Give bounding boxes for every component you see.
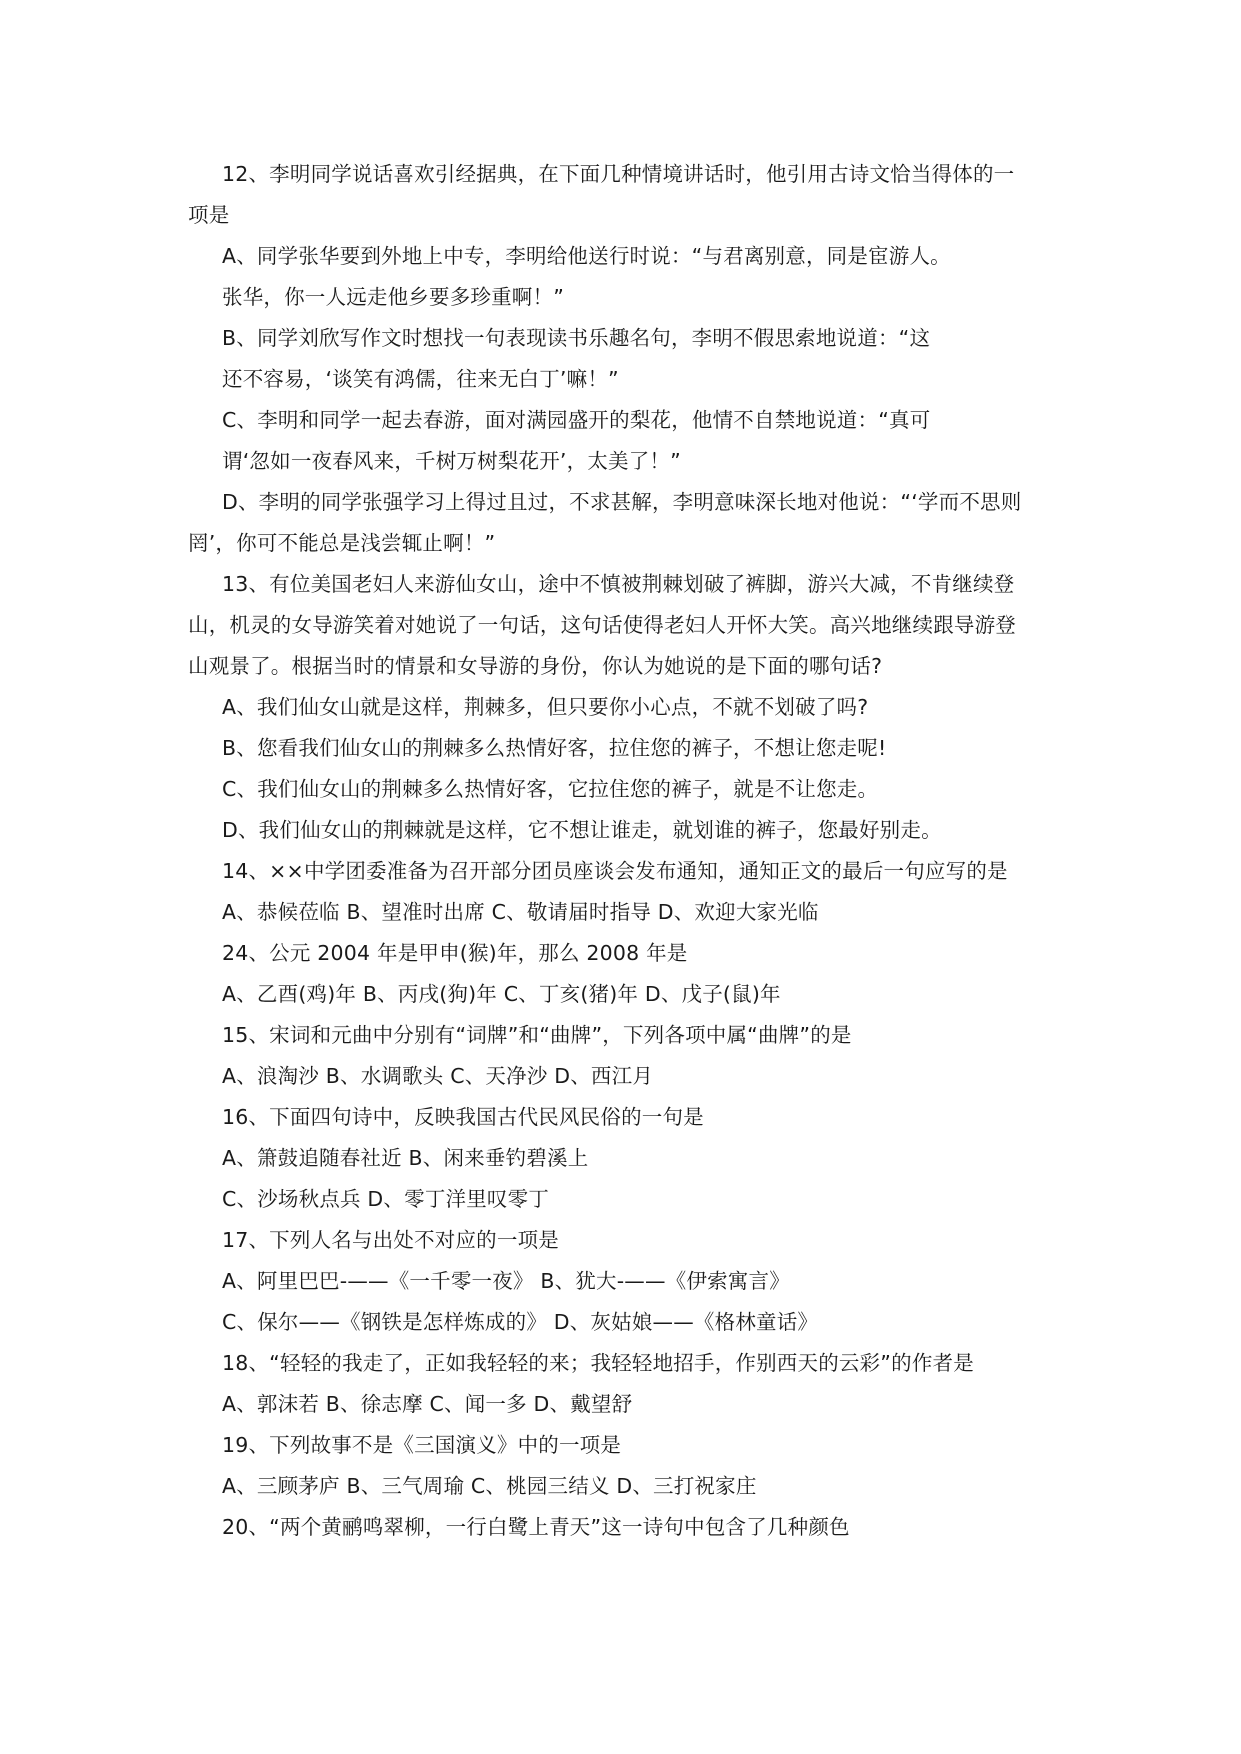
q12-stem-line-2: 项是 — [188, 203, 230, 227]
q12-option-d-line-1: D、李明的同学张强学习上得过且过，不求甚解，李明意味深长地对他说：“‘学而不思则 — [222, 490, 1022, 514]
q17-options-cd: C、保尔——《钢铁是怎样炼成的》 D、灰姑娘——《格林童话》 — [222, 1310, 819, 1334]
q24-options: A、乙酉(鸡)年 B、丙戌(狗)年 C、丁亥(猪)年 D、戊子(鼠)年 — [222, 982, 781, 1006]
q15-options: A、浪淘沙 B、水调歌头 C、天净沙 D、西江月 — [222, 1064, 654, 1088]
q20-stem: 20、“两个黄鹂鸣翠柳，一行白鹭上青天”这一诗句中包含了几种颜色 — [222, 1515, 850, 1539]
q15-stem: 15、宋词和元曲中分别有“词牌”和“曲牌”，下列各项中属“曲牌”的是 — [222, 1023, 852, 1047]
q19-stem: 19、下列故事不是《三国演义》中的一项是 — [222, 1433, 622, 1457]
q13-option-a: A、我们仙女山就是这样，荆棘多，但只要你小心点，不就不划破了吗? — [222, 695, 869, 719]
q16-options-ab: A、箫鼓追随春社近 B、闲来垂钓碧溪上 — [222, 1146, 589, 1170]
q14-options: A、恭候莅临 B、望准时出席 C、敬请届时指导 D、欢迎大家光临 — [222, 900, 819, 924]
q12-option-b-line-1: B、同学刘欣写作文时想找一句表现读书乐趣名句，李明不假思索地说道：“这 — [222, 326, 931, 350]
q14-stem: 14、××中学团委准备为召开部分团员座谈会发布通知，通知正文的最后一句应写的是 — [222, 859, 1008, 883]
q18-stem: 18、“轻轻的我走了，正如我轻轻的来；我轻轻地招手，作别西天的云彩”的作者是 — [222, 1351, 974, 1375]
q13-option-c: C、我们仙女山的荆棘多么热情好客，它拉住您的裤子，就是不让您走。 — [222, 777, 879, 801]
q12-option-a-line-1: A、同学张华要到外地上中专，李明给他送行时说：“与君离别意，同是宦游人。 — [222, 244, 951, 268]
q17-options-ab: A、阿里巴巴-——《一千零一夜》 B、犹大-——《伊索寓言》 — [222, 1269, 790, 1293]
q12-option-b-line-2: 还不容易，‘谈笑有鸿儒，往来无白丁’嘛！” — [222, 367, 619, 391]
q12-stem-line-1: 12、李明同学说话喜欢引经据典，在下面几种情境讲话时，他引用古诗文恰当得体的一 — [222, 162, 1015, 186]
q19-options: A、三顾茅庐 B、三气周瑜 C、桃园三结义 D、三打祝家庄 — [222, 1474, 757, 1498]
q18-options: A、郭沫若 B、徐志摩 C、闻一多 D、戴望舒 — [222, 1392, 633, 1416]
q13-stem-line-1: 13、有位美国老妇人来游仙女山，途中不慎被荆棘划破了裤脚，游兴大减，不肯继续登 — [222, 572, 1015, 596]
q12-option-d-line-2: 罔’，你可不能总是浅尝辄止啊！” — [188, 531, 496, 555]
q12-option-a-line-2: 张华，你一人远走他乡要多珍重啊！” — [222, 285, 565, 309]
q16-stem: 16、下面四句诗中，反映我国古代民风民俗的一句是 — [222, 1105, 704, 1129]
q17-stem: 17、下列人名与出处不对应的一项是 — [222, 1228, 559, 1252]
q13-option-d: D、我们仙女山的荆棘就是这样，它不想让谁走，就划谁的裤子，您最好别走。 — [222, 818, 942, 842]
q13-option-b: B、您看我们仙女山的荆棘多么热情好客，拉住您的裤子，不想让您走呢! — [222, 736, 887, 760]
q12-option-c-line-2: 谓‘忽如一夜春风来，千树万树梨花开’，太美了！” — [222, 449, 681, 473]
q24-stem: 24、公元 2004 年是甲申(猴)年，那么 2008 年是 — [222, 941, 688, 965]
q13-stem-line-3: 山观景了。根据当时的情景和女导游的身份，你认为她说的是下面的哪句话? — [188, 654, 883, 678]
q12-option-c-line-1: C、李明和同学一起去春游，面对满园盛开的梨花，他情不自禁地说道：“真可 — [222, 408, 931, 432]
q13-stem-line-2: 山，机灵的女导游笑着对她说了一句话，这句话使得老妇人开怀大笑。高兴地继续跟导游登 — [188, 613, 1016, 637]
q16-options-cd: C、沙场秋点兵 D、零丁洋里叹零丁 — [222, 1187, 550, 1211]
